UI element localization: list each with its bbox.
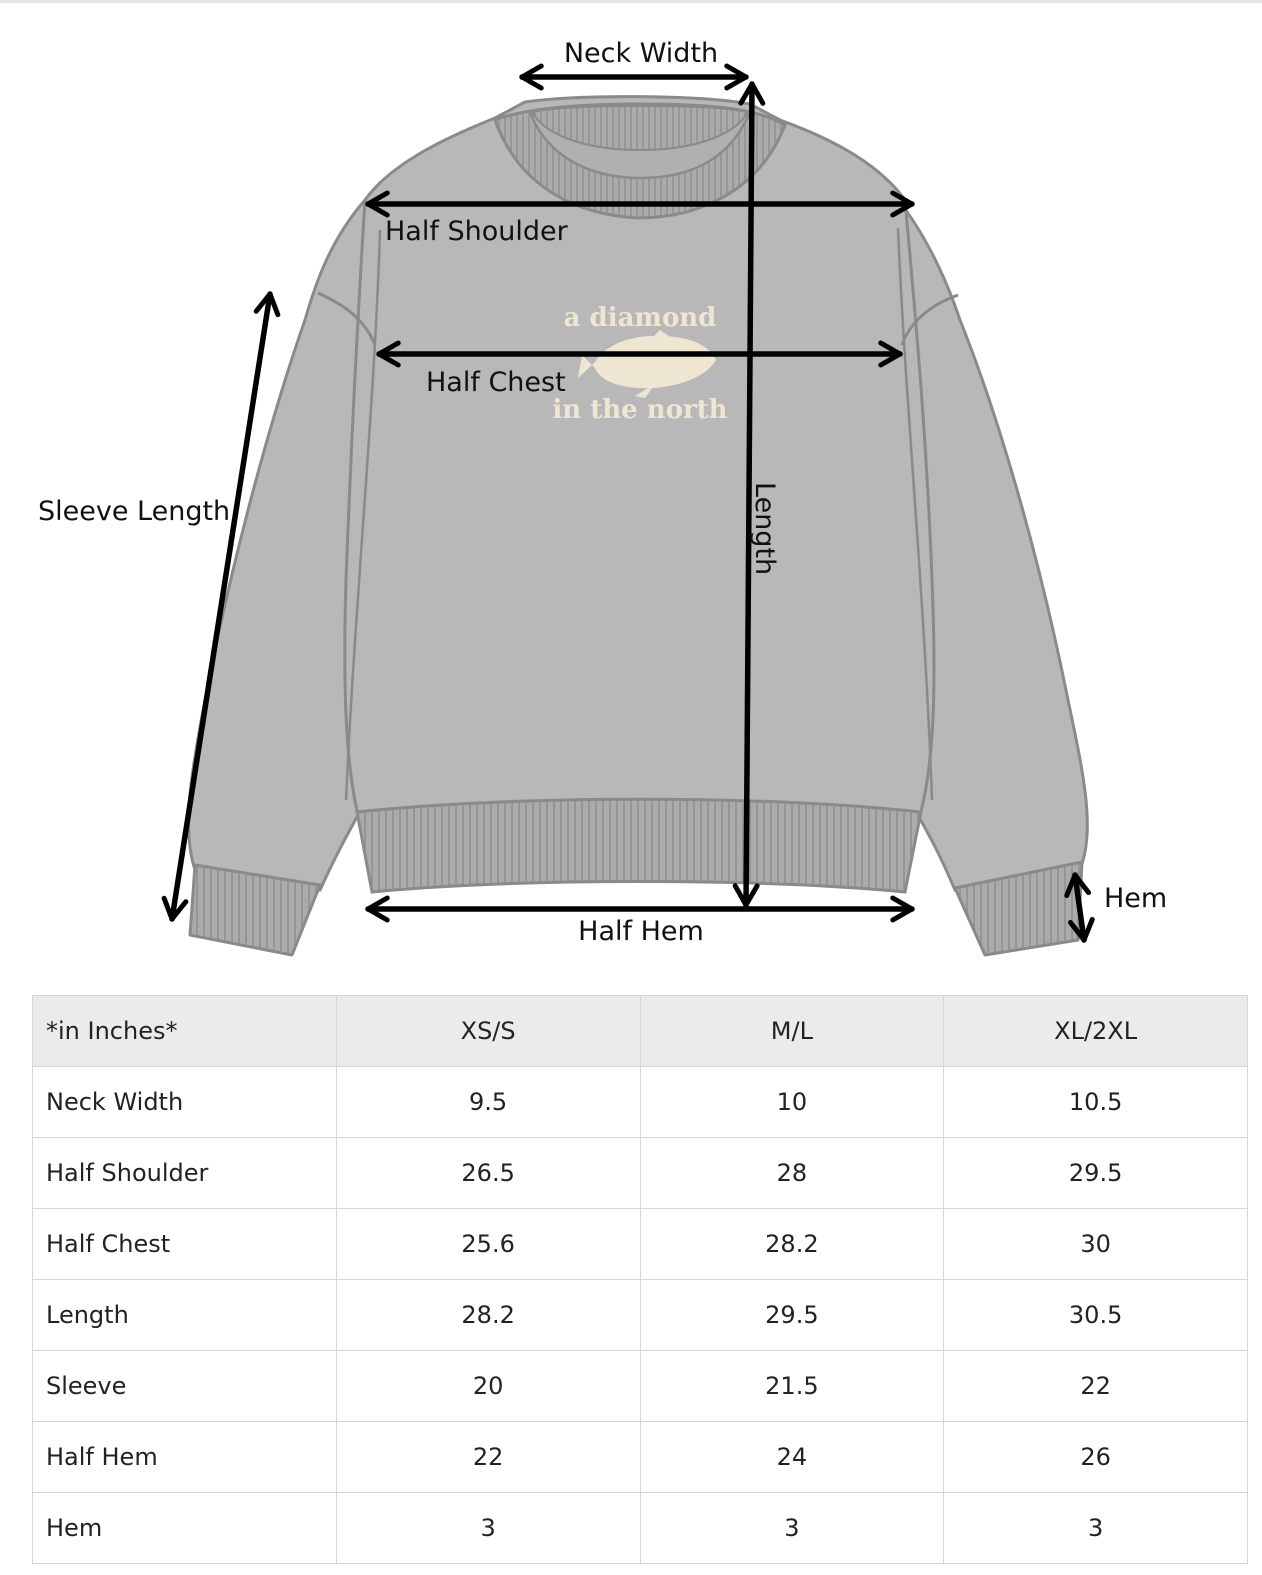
- size-chart-table: [32, 995, 1248, 1564]
- measure-label: Hem: [33, 1493, 337, 1564]
- table-cell: 3: [640, 1493, 944, 1564]
- sleeve-length-label: Sleeve Length: [38, 496, 231, 527]
- table-cell: 24: [640, 1422, 944, 1493]
- table-cell: 3: [336, 1493, 640, 1564]
- table-row: [33, 1351, 1248, 1422]
- size-header-m-l: M/L: [640, 996, 944, 1067]
- table-cell: 28.2: [336, 1280, 640, 1351]
- neck-width-label: Neck Width: [563, 38, 719, 69]
- table-cell: 30.5: [944, 1280, 1248, 1351]
- table-cell: 22: [944, 1351, 1248, 1422]
- table-cell: 22: [336, 1422, 640, 1493]
- table-cell: 29.5: [944, 1138, 1248, 1209]
- hem-label: Hem: [1104, 883, 1168, 914]
- measure-label: Half Shoulder: [33, 1138, 337, 1209]
- table-row: [33, 1493, 1248, 1564]
- hem-ribbing: [357, 799, 921, 892]
- table-cell: 9.5: [336, 1067, 640, 1138]
- half-shoulder-label: Half Shoulder: [385, 216, 568, 247]
- half-hem-label: Half Hem: [578, 916, 704, 947]
- table-cell: 3: [944, 1493, 1248, 1564]
- size-header-xs-s: XS/S: [336, 996, 640, 1067]
- table-cell: 28: [640, 1138, 944, 1209]
- table-cell: 26.5: [336, 1138, 640, 1209]
- size-header-xl-2xl: XL/2XL: [944, 996, 1248, 1067]
- table-cell: 25.6: [336, 1209, 640, 1280]
- table-row: [33, 1422, 1248, 1493]
- table-cell: 28.2: [640, 1209, 944, 1280]
- table-cell: 20: [336, 1351, 640, 1422]
- table-cell: 10: [640, 1067, 944, 1138]
- unit-header: *in Inches*: [33, 996, 337, 1067]
- table-cell: 10.5: [944, 1067, 1248, 1138]
- table-row: [33, 1138, 1248, 1209]
- measure-label: Half Hem: [33, 1422, 337, 1493]
- print-line-1: a diamond: [563, 303, 717, 333]
- measure-label: Length: [33, 1280, 337, 1351]
- table-cell: 26: [944, 1422, 1248, 1493]
- table-row: [33, 1280, 1248, 1351]
- half-chest-label: Half Chest: [426, 367, 566, 398]
- length-label: Length: [749, 482, 780, 576]
- measure-label: Sleeve: [33, 1351, 337, 1422]
- table-cell: 30: [944, 1209, 1248, 1280]
- measure-label: Neck Width: [33, 1067, 337, 1138]
- table-cell: 29.5: [640, 1280, 944, 1351]
- table-cell: 21.5: [640, 1351, 944, 1422]
- measure-label: Half Chest: [33, 1209, 337, 1280]
- table-header-row: [33, 996, 1248, 1067]
- table-row: [33, 1209, 1248, 1280]
- table-row: [33, 1067, 1248, 1138]
- print-line-2: in the north: [552, 395, 728, 425]
